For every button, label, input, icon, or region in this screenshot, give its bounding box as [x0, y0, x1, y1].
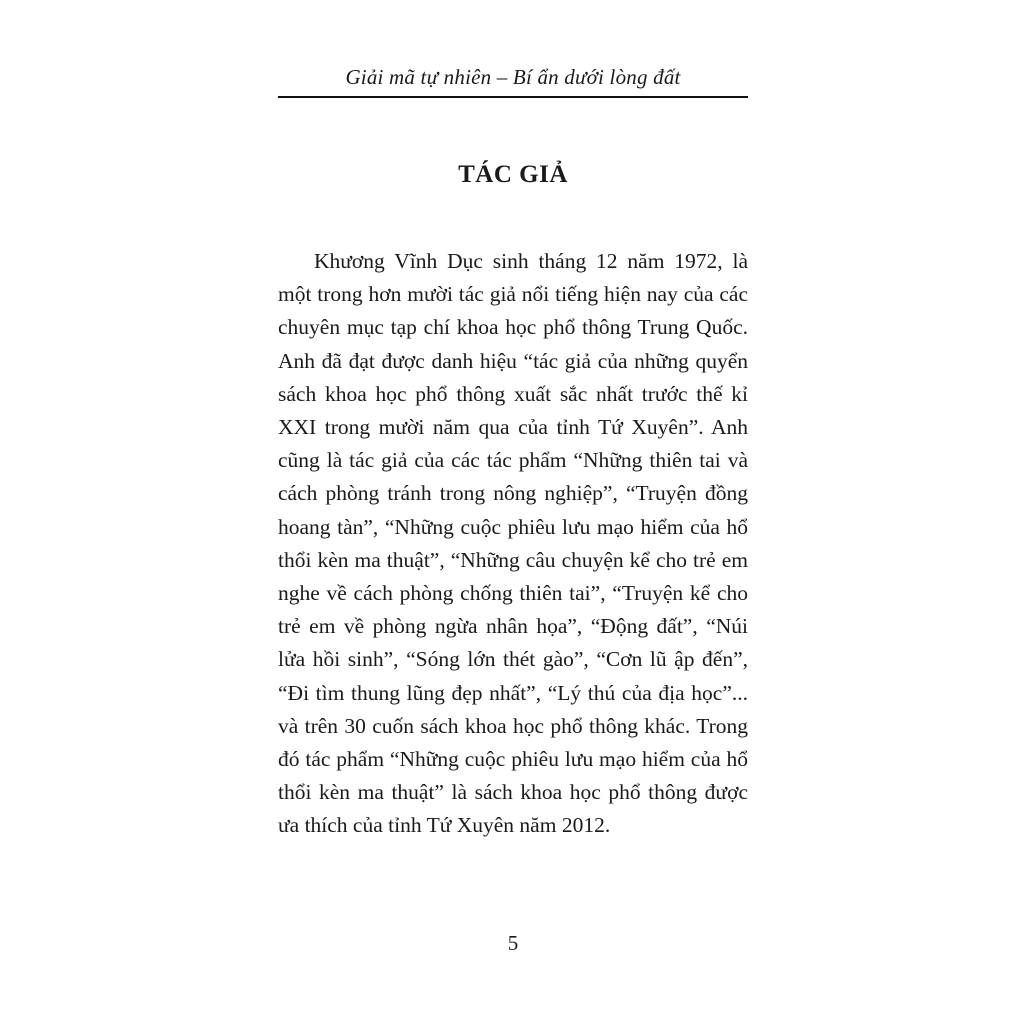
page-number: 5: [507, 931, 519, 955]
header-divider: [278, 96, 748, 98]
running-header: Giải mã tự nhiên – Bí ẩn dưới lòng đất: [345, 65, 681, 89]
section-title: TÁC GIẢ: [458, 161, 568, 188]
body-paragraph: Khương Vĩnh Dục sinh tháng 12 năm 1972, là một trong hơn mười tác giả nổi tiếng hiện nay của các chuyên mục tạp chí khoa học phổ thông Trung Quốc. Anh đã đạt được danh hiệu “tác giả của những quyển sách khoa học phổ thông xuất sắc nhất trước thế kỉ XXI trong mười năm qua của tỉnh Tứ Xuyên”. Anh cũng là tác giả của các tác phẩm “Những thiên tai và cách phòng tránh trong nông nghiệp”, “Truyện đồng hoang tàn”, “Những cuộc phiêu lưu mạo hiểm của hổ thổi kèn ma thuật”, “Những câu chuyện kể cho trẻ em nghe về cách phòng chống thiên tai”, “Truyện kể cho trẻ em về phòng ngừa nhân họa”, “Động đất”, “Núi lửa hồi sinh”, “Sóng lớn thét gào”, “Cơn lũ ập đến”, “Đi tìm thung lũng đẹp nhất”, “Lý thú của địa học”... và trên 30 cuốn sách khoa học phổ thông khác. Trong đó tác phẩm “Những cuộc phiêu lưu mạo hiểm của hổ thổi kèn ma thuật” là sách khoa học phổ thông được ưa thích của tỉnh Tứ Xuyên năm 2012.: [278, 249, 748, 838]
